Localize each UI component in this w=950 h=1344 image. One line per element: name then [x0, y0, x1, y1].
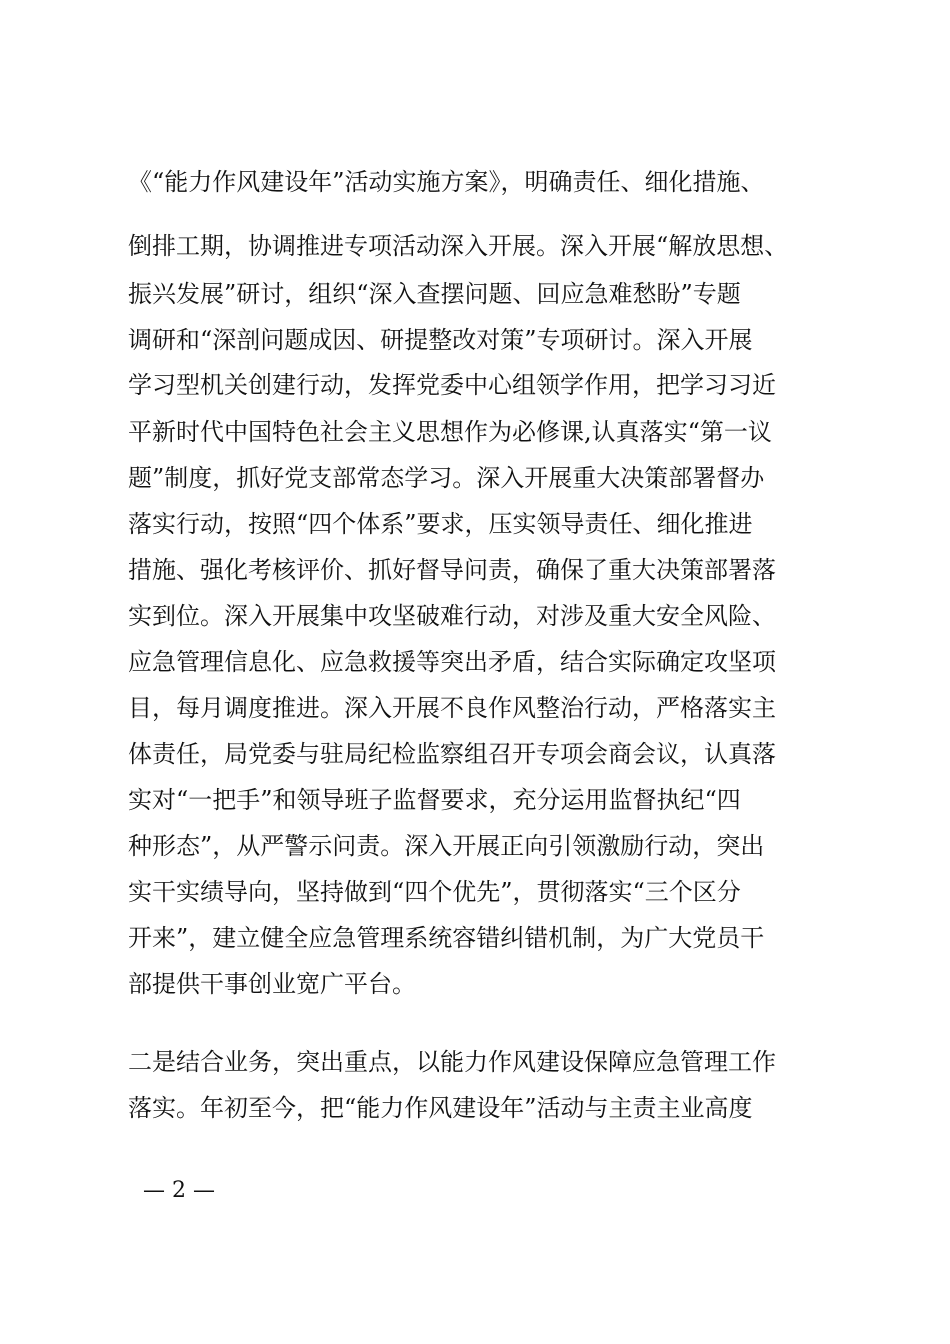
paragraph-line: 调研和“深剖问题成因、研提整改对策”专项研讨。深入开展: [128, 326, 753, 354]
paragraph-line: 落实。年初至今，把“能力作风建设年”活动与主责主业高度: [128, 1094, 753, 1122]
page-number: — 2 —: [143, 1178, 215, 1203]
paragraph-line: 种形态”，从严警示问责。深入开展正向引领激励行动，突出: [128, 832, 765, 860]
paragraph-line: 实对“一把手”和领导班子监督要求，充分运用监督执纪“四: [128, 786, 741, 814]
paragraph-line: 《“能力作风建设年”活动实施方案》，明确责任、细化措施、: [128, 168, 765, 196]
paragraph-line: 倒排工期，协调推进专项活动深入开展。深入开展“解放思想、: [128, 232, 789, 260]
paragraph-line: 体责任，局党委与驻局纪检监察组召开专项会商会议，认真落: [128, 740, 776, 768]
paragraph-line: 实到位。深入开展集中攻坚破难行动，对涉及重大安全风险、: [128, 602, 776, 630]
paragraph-line: 落实行动，按照“四个体系”要求，压实领导责任、细化推进: [128, 510, 753, 538]
paragraph-line: 实干实绩导向，坚持做到“四个优先”，贯彻落实“三个区分: [128, 878, 741, 906]
paragraph-line: 目，每月调度推进。深入开展不良作风整治行动，严格落实主: [128, 694, 776, 722]
paragraph-line: 二是结合业务，突出重点，以能力作风建设保障应急管理工作: [128, 1048, 776, 1076]
paragraph-line: 题”制度，抓好党支部常态学习。深入开展重大决策部署督办: [128, 464, 765, 492]
paragraph-line: 振兴发展”研讨，组织“深入查摆问题、回应急难愁盼”专题: [128, 280, 741, 308]
paragraph-line: 应急管理信息化、应急救援等突出矛盾，结合实际确定攻坚项: [128, 648, 776, 676]
paragraph-line: 开来”，建立健全应急管理系统容错纠错机制，为广大党员干: [128, 924, 765, 952]
paragraph-line: 部提供干事创业宽广平台。: [128, 970, 416, 998]
paragraph-line: 平新时代中国特色社会主义思想作为必修课,认真落实“第一议: [128, 418, 772, 446]
paragraph-line: 措施、强化考核评价、抓好督导问责，确保了重大决策部署落: [128, 556, 776, 584]
paragraph-line: 学习型机关创建行动，发挥党委中心组领学作用，把学习习近: [128, 371, 776, 399]
